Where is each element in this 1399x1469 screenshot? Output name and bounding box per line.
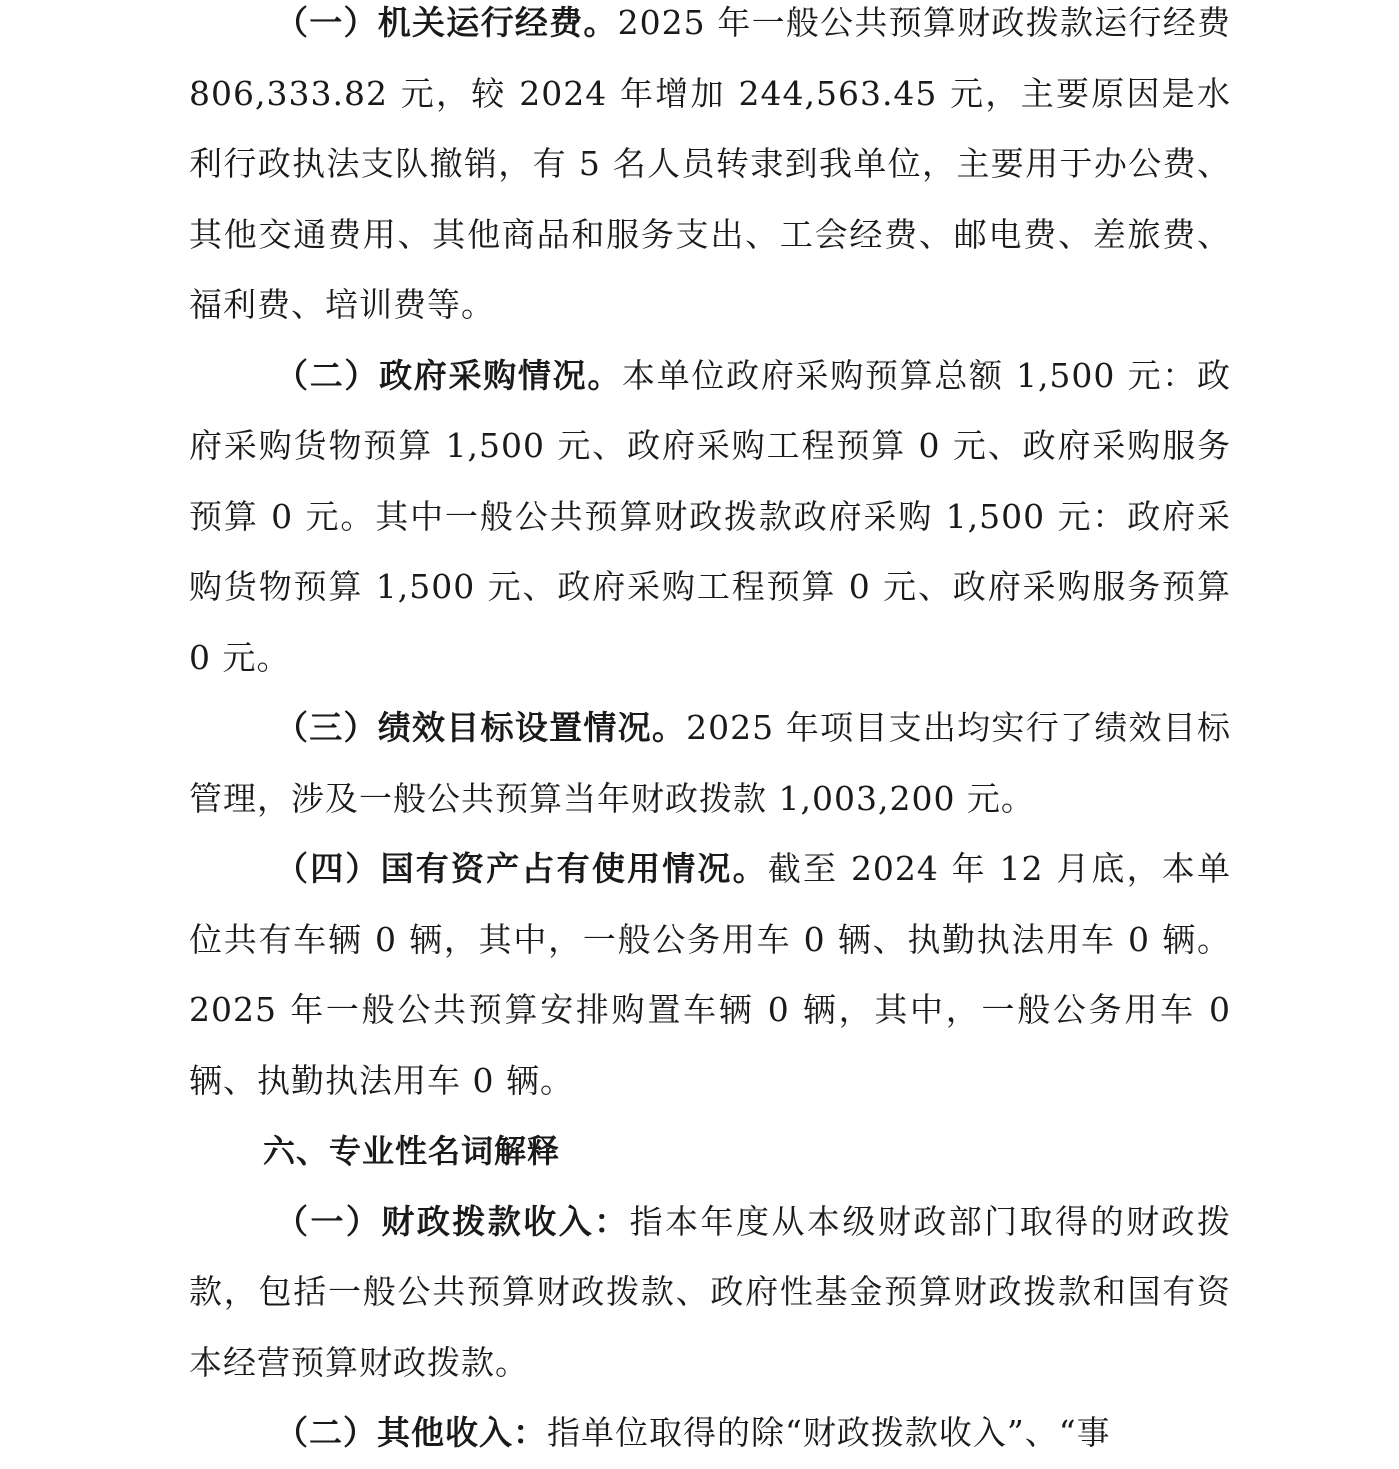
- paragraph-lead: （一）机关运行经费。: [275, 3, 618, 42]
- paragraph-text: 截至 2024 年 12 月底，本单位共有车辆 0 辆，其中，一般公务用车 0 辆、执勤执法用车 0 辆。2025 年一般公共预算安排购置车辆 0 辆，其中，一般公务用车 0 辆、执勤执法用车 0 辆。: [189, 849, 1232, 1100]
- paragraph-operating-expenses: [189, 0, 1231, 341]
- paragraph-text: 本单位政府采购预算总额 1,500 元：政府采购货物预算 1,500 元、政府采购工程预算 0 元、政府采购服务预算 0 元。其中一般公共预算财政拨款政府采购 1,500 元：政府采购货物预算 1,500 元、政府采购工程预算 0 元、政府采购服务预算 0 元。: [189, 355, 1232, 677]
- definition-other-income: [189, 1398, 1231, 1469]
- paragraph-text: 2025 年项目支出均实行了绩效目标管理，涉及一般公共预算当年财政拨款 1,003,200 元。: [189, 708, 1232, 818]
- definition-text: 指本年度从本级财政部门取得的财政拨款，包括一般公共预算财政拨款、政府性基金预算财政拨款和国有资本经营预算财政拨款。: [189, 1201, 1232, 1382]
- paragraph-state-assets: [189, 834, 1231, 1116]
- paragraph-lead: （四）国有资产占有使用情况。: [275, 849, 768, 888]
- paragraph-lead: （二）政府采购情况。: [275, 355, 623, 395]
- definition-term: （一）财政拨款收入：: [275, 1201, 630, 1241]
- paragraph-lead: （三）绩效目标设置情况。: [275, 708, 687, 747]
- paragraph-text: 2025 年一般公共预算财政拨款运行经费 806,333.82 元，较 2024 年增加 244,563.45 元，主要原因是水利行政执法支队撤销，有 5 名人员转隶到我单位，主要用于办公费、其他交通费用、其他商品和服务支出、工会经费、邮电费、差旅费、福利费、培训费等。: [189, 3, 1231, 324]
- paragraph-government-procurement: [189, 341, 1231, 694]
- definition-term: （二）其他收入：: [275, 1413, 547, 1452]
- document-body: [189, 0, 1231, 1469]
- definition-text: 指单位取得的除“财政拨款收入”、“事: [547, 1413, 1111, 1452]
- paragraph-performance-targets: [189, 693, 1231, 834]
- section-heading: 六、专业性名词解释: [263, 1132, 561, 1170]
- definition-fiscal-appropriation-income: [189, 1187, 1231, 1399]
